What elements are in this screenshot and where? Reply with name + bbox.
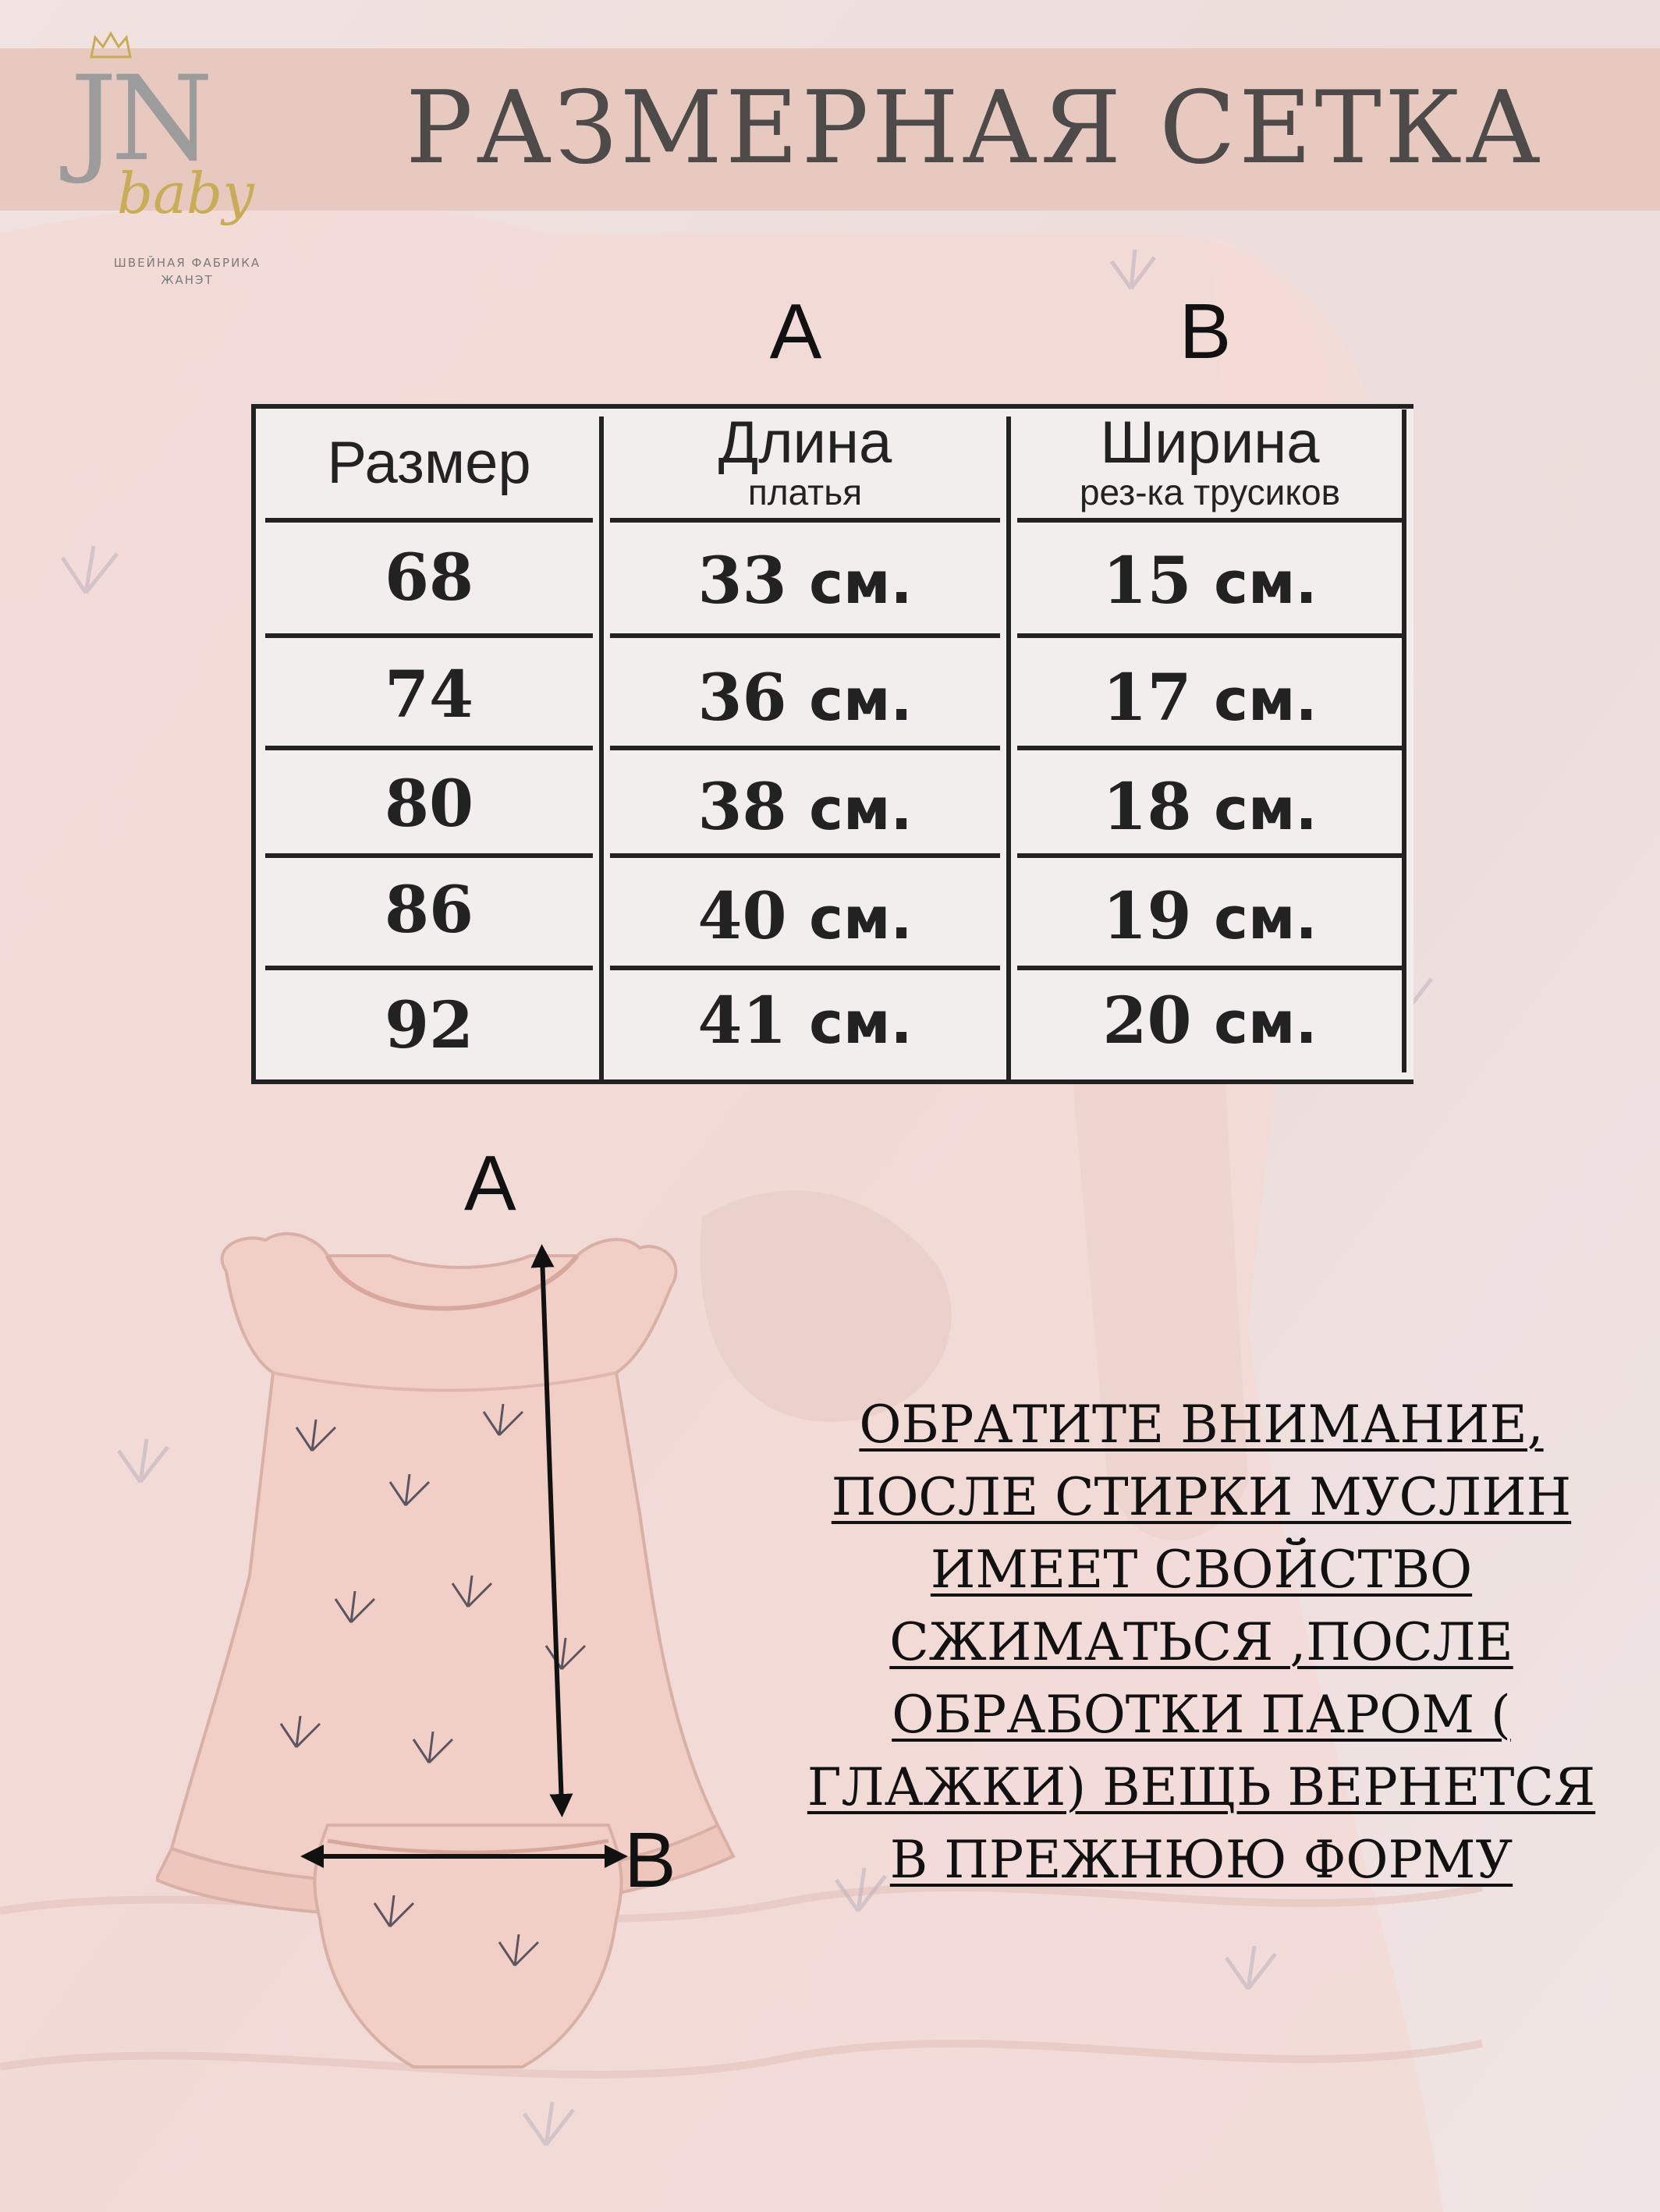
table-cell-width: 17 см. — [1102, 661, 1318, 736]
table-cell-width: 18 см. — [1102, 770, 1318, 845]
table-right-border — [1402, 409, 1406, 1072]
diagram-label-b: B — [624, 1817, 676, 1904]
logo-subtitle-1: ШВЕЙНАЯ ФАБРИКА — [113, 256, 261, 270]
table-cell-length: 36 см. — [697, 661, 913, 736]
garment-diagram — [156, 1139, 749, 2098]
header-width-sub: рез-ка трусиков — [1079, 472, 1341, 512]
brand-logo — [62, 30, 289, 287]
dress-illustration — [156, 1234, 733, 1916]
size-table — [251, 404, 1413, 1084]
table-cell-size: 92 — [384, 988, 474, 1063]
table-cell-width: 15 см. — [1102, 544, 1318, 619]
table-cell-length: 40 см. — [697, 879, 913, 954]
table-divider — [1006, 417, 1011, 1079]
diagram-label-a: A — [464, 1140, 516, 1227]
page-title: РАЗМЕРНАЯ СЕТКА — [406, 70, 1544, 186]
panties-illustration — [314, 1825, 621, 2067]
table-cell-width: 20 см. — [1102, 984, 1318, 1058]
table-cell-length: 41 см. — [697, 984, 913, 1058]
header-length-sub: платья — [747, 472, 863, 512]
header-length: Длина — [718, 409, 892, 476]
table-cell-length: 38 см. — [697, 770, 913, 845]
header-size: Размер — [327, 430, 531, 496]
table-cell-length: 33 см. — [697, 544, 913, 619]
column-letter-a: A — [769, 288, 822, 375]
note-line: ГЛАЖКИ) ВЕЩЬ ВЕРНЕТСЯ — [807, 1757, 1596, 1817]
note-line: ПОСЛЕ СТИРКИ МУСЛИН — [831, 1467, 1572, 1527]
care-note — [764, 1388, 1638, 1896]
note-line: В ПРЕЖНЮЮ ФОРМУ — [889, 1830, 1513, 1890]
table-divider — [599, 417, 604, 1079]
table-cell-size: 68 — [384, 541, 474, 615]
table-cell-size: 80 — [384, 767, 474, 842]
logo-script: baby — [117, 161, 254, 226]
table-cell-size: 86 — [384, 873, 474, 948]
table-cell-size: 74 — [384, 658, 474, 732]
note-line: ОБРАБОТКИ ПАРОМ ( — [892, 1685, 1511, 1745]
logo-letters: JN — [70, 51, 208, 187]
logo-subtitle-2: ЖАНЭТ — [161, 273, 214, 287]
header-width: Ширина — [1100, 409, 1320, 476]
column-letter-b: B — [1179, 288, 1232, 375]
note-line: ОБРАТИТЕ ВНИМАНИЕ, — [859, 1395, 1544, 1455]
table-cell-width: 19 см. — [1102, 879, 1318, 954]
note-line: СЖИМАТЬСЯ ,ПОСЛЕ — [889, 1612, 1513, 1672]
note-line: ИМЕЕТ СВОЙСТВО — [930, 1540, 1473, 1600]
